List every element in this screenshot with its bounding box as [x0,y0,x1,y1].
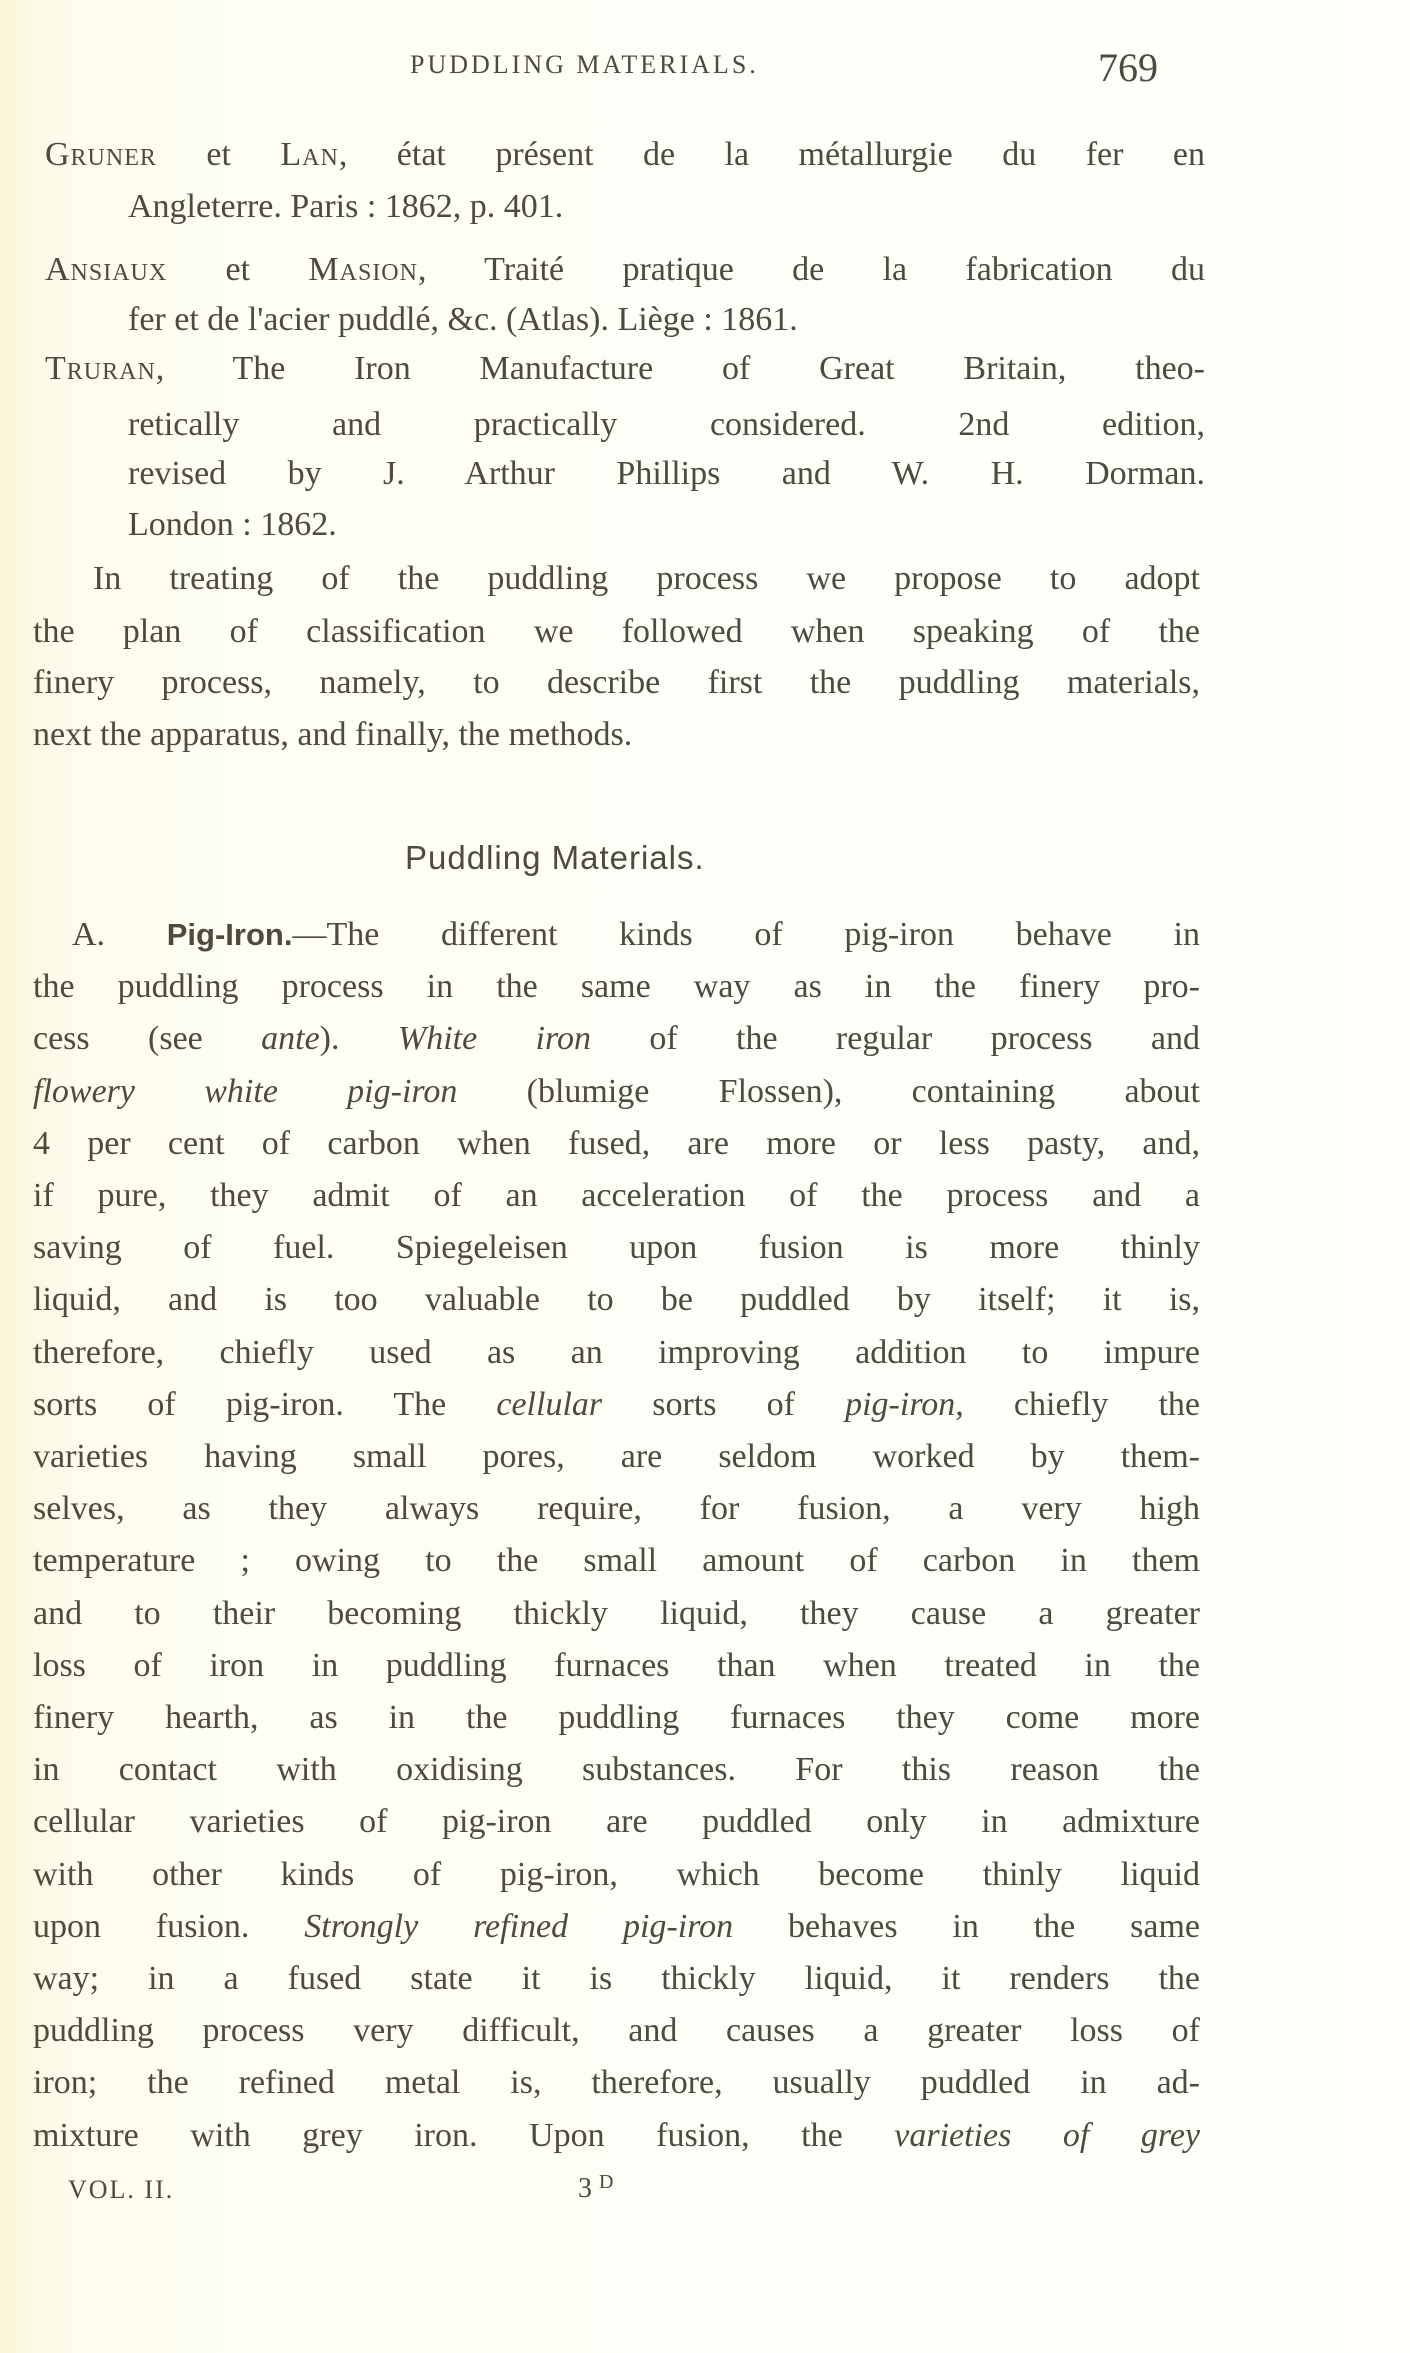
text-segment: therefore, chiefly used as an improving addition to impure [33,1334,1200,1371]
text-segment: finery process, namely, to describe first the puddling materials, [33,664,1200,701]
text-line [33,1588,1200,1640]
text-line [128,294,1205,346]
text-segment: varieties having small pores, are seldom worked by them- [33,1438,1200,1475]
text-line [72,909,1200,961]
text-segment: cellular varieties of pig-iron are puddled only in admixture [33,1803,1200,1840]
text-segment: Gruner [45,136,157,173]
text-segment: In treating of the puddling process we propose to adopt [93,560,1200,597]
text-segment: A. [72,916,167,953]
text-line [93,553,1200,605]
text-line [33,2057,1200,2109]
text-line [45,129,1205,181]
text-line [33,709,1200,761]
text-segment: of the regular process and [590,1020,1200,1057]
text-line [33,1953,1200,2005]
text-segment: Truran [45,350,156,387]
text-segment: way; in a fused state it is thickly liquid, it renders the [33,1960,1200,1997]
footer-signature [578,2164,613,2214]
text-line [33,657,1200,709]
text-line [33,1327,1200,1379]
text-line [33,1170,1200,1222]
text-line [33,1901,1200,1953]
text-segment: Strongly refined pig-iron [304,1908,734,1945]
text-segment: if pure, they admit of an acceleration of the process and a [33,1177,1200,1214]
page-number: 769 [1098,45,1158,90]
text-segment: with other kinds of pig-iron, which become thinly liquid [33,1856,1200,1893]
text-segment: , état présent de la métallurgie du fer en [338,136,1205,173]
text-segment: , Traité pratique de la fabrication du [417,251,1205,288]
text-segment: fer et de l'acier puddlé, &c. (Atlas). Liège : 1861. [128,301,798,338]
text-line [33,1796,1200,1848]
text-line [128,181,1205,233]
text-segment: White iron [397,1020,591,1057]
text-segment: saving of fuel. Spiegeleisen upon fusion is more thinly [33,1229,1200,1266]
section-heading: Puddling Materials. [405,839,705,876]
text-segment: et [167,251,309,288]
text-line [33,1744,1200,1796]
text-segment: revised by J. Arthur Phillips and W. H. Dorman. [128,455,1205,492]
text-segment: retically and practically considered. 2nd edition, [128,406,1205,443]
text-segment: finery hearth, as in the puddling furnaces they come more [33,1699,1200,1736]
text-segment: ante [261,1020,320,1057]
footer-volume: VOL. II. [68,2175,175,2204]
text-segment: Pig-Iron. [166,917,293,952]
text-segment: , The Iron Manufacture of Great Britain, theo- [155,350,1205,387]
text-line [33,1692,1200,1744]
text-segment: loss of iron in puddling furnaces than when treated in the [33,1647,1200,1684]
text-line [33,1849,1200,1901]
text-segment: varieties of grey [894,2117,1200,2154]
text-segment: sorts of [602,1386,846,1423]
text-segment: 4 per cent of carbon when fused, are more or less pasty, and, [33,1125,1200,1162]
text-segment: selves, as they always require, for fusion, a very high [33,1490,1200,1527]
text-line [33,1431,1200,1483]
text-segment: upon fusion. [33,1908,305,1945]
text-segment: Ansiaux [45,251,168,288]
text-line [128,499,1205,551]
text-line [33,1118,1200,1170]
text-segment: mixture with grey iron. Upon fusion, the [33,2117,895,2154]
text-line [33,1483,1200,1535]
text-segment: pig-iron, [845,1386,964,1423]
text-segment: flowery white pig-iron [33,1073,458,1110]
text-segment: Lan [280,136,339,173]
text-line [45,343,1205,395]
text-line [33,1013,1200,1065]
text-segment: next the apparatus, and finally, the methods. [33,716,633,753]
text-line [33,1379,1200,1431]
text-segment: liquid, and is too valuable to be puddled by itself; it is, [33,1281,1200,1318]
text-segment: Angleterre. Paris : 1862, p. 401. [128,188,564,225]
text-segment: sorts of pig-iron. The [33,1386,497,1423]
text-segment: the plan of classification we followed when speaking of the [33,613,1200,650]
signature-number: 3 [578,2173,592,2204]
text-line [33,1222,1200,1274]
text-line [45,244,1205,296]
text-line [33,1274,1200,1326]
text-segment: London : 1862. [128,506,337,543]
text-segment: (blumige Flossen), containing about [457,1073,1200,1110]
text-segment: iron; the refined metal is, therefore, usually puddled in ad- [33,2064,1200,2101]
text-segment: cess (see [33,1020,262,1057]
text-segment: cellular [496,1386,603,1423]
text-line [33,1066,1200,1118]
text-segment: in contact with oxidising substances. For this reason the [33,1751,1200,1788]
text-segment: et [156,136,281,173]
text-segment: and to their becoming thickly liquid, they cause a greater [33,1595,1200,1632]
text-segment: Masion [308,251,418,288]
text-line [33,606,1200,658]
text-line [33,1640,1200,1692]
text-line [128,399,1205,451]
text-segment: temperature ; owing to the small amount of carbon in them [33,1542,1200,1579]
signature-letter: D [599,2171,614,2193]
running-head: PUDDLING MATERIALS. [410,50,759,79]
text-line [33,2110,1200,2162]
text-segment: ). [319,1020,398,1057]
text-segment: behaves in the same [733,1908,1200,1945]
text-segment: chiefly the [963,1386,1200,1423]
text-line [128,448,1205,500]
text-segment: the puddling process in the same way as in the finery pro- [33,968,1200,1005]
text-line [33,1535,1200,1587]
text-line [33,961,1200,1013]
text-segment: puddling process very difficult, and causes a greater loss of [33,2012,1200,2049]
text-segment: —The different kinds of pig-iron behave in [292,916,1200,953]
text-line [33,2005,1200,2057]
